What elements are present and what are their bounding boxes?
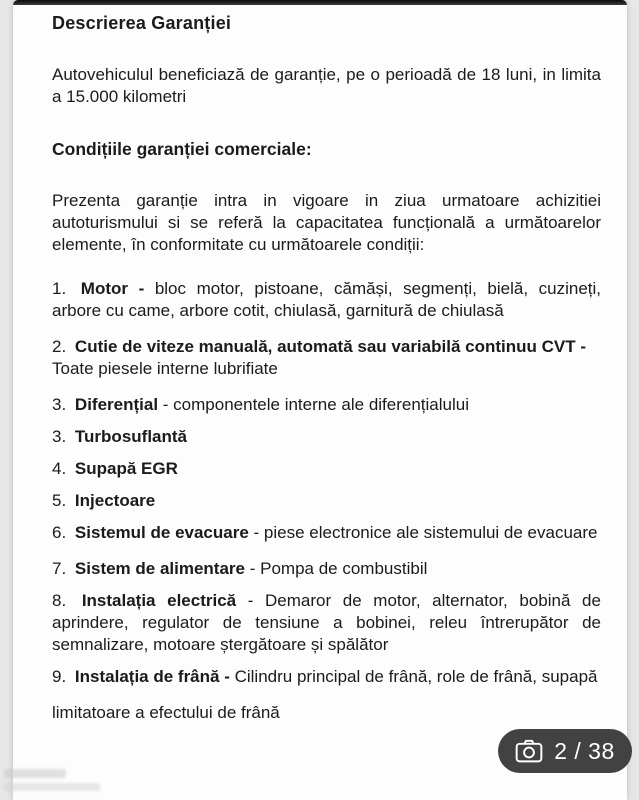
document-title: Descrierea Garanției bbox=[52, 13, 232, 33]
item-number: 3. bbox=[52, 427, 67, 446]
list-item-supapa-egr bbox=[52, 458, 601, 480]
item-term: Cutie de viteze manuală, automată sau variabilă continuu CVT - bbox=[74, 337, 586, 356]
item-description: bloc motor, pistoane, cămăși, segmenți, bielă, cuzineți, arbore cu came, arbore cotit, chiulasă, garnitură de chiulasă bbox=[52, 279, 602, 320]
list-item-injectoare bbox=[52, 490, 601, 512]
item-term: Instalația de frână - bbox=[74, 667, 230, 686]
list-item-sistem-evacuare bbox=[52, 522, 601, 544]
document-page bbox=[13, 0, 627, 800]
list-item-turbosuflanta bbox=[52, 426, 601, 448]
item-term: Injectoare bbox=[74, 491, 156, 510]
item-number: 6. bbox=[52, 523, 67, 542]
item-number: 5. bbox=[52, 491, 67, 510]
item-number: 2. bbox=[52, 337, 67, 356]
item-term: Diferențial bbox=[74, 395, 159, 414]
item-term: Sistem de alimentare bbox=[74, 559, 245, 578]
item-term: Sistemul de evacuare bbox=[74, 523, 249, 542]
item-description: - componentele interne ale diferențialului bbox=[162, 395, 469, 414]
list-item-diferential bbox=[52, 394, 601, 416]
item-number: 8. bbox=[52, 591, 67, 610]
item-term: Instalația electrică bbox=[81, 591, 237, 610]
item-term: Motor - bbox=[80, 279, 145, 298]
list-item-motor bbox=[52, 278, 601, 322]
list-item-instalatia-frana bbox=[52, 666, 601, 688]
item-description: - Demaror de motor, alternator, bobină de aprindere, regulator de tensiune a bobinei, releu întrerupător de semnalizare, motoare ștergătoare și spălător bbox=[52, 591, 601, 654]
item-number: 7. bbox=[52, 559, 67, 578]
item-description: Cilindru principal de frână, role de frână, supapă bbox=[234, 667, 598, 686]
item-description: Toate piesele interne lubrifiate bbox=[52, 359, 278, 378]
item-number: 9. bbox=[52, 667, 67, 686]
conditions-paragraph: Prezenta garanție intra in vigoare in ziua urmatoare achizitiei autoturismului si se referă la capacitatea funcțională a următoarelor elemente, în conformitate cu următoarele condiții: bbox=[52, 191, 601, 254]
item-number: 3. bbox=[52, 395, 67, 414]
intro-paragraph: Autovehiculul beneficiază de garanție, pe o perioadă de 18 luni, in limita a 15.000 kilometri bbox=[52, 65, 601, 106]
section-subtitle: Condițiile garanției comerciale: bbox=[52, 139, 312, 159]
item-term: Turbosuflantă bbox=[74, 427, 187, 446]
list-item-sistem-alimentare bbox=[52, 558, 601, 580]
document-content bbox=[13, 5, 627, 724]
list-item-instalatia-electrica bbox=[52, 590, 601, 656]
photo-counter-badge[interactable] bbox=[498, 729, 632, 773]
item-term: Supapă EGR bbox=[74, 459, 178, 478]
item-description: - piese electronice ale sistemului de evacuare bbox=[253, 523, 598, 542]
item-number: 4. bbox=[52, 459, 67, 478]
camera-icon bbox=[515, 739, 543, 763]
item-description: - Pompa de combustibil bbox=[249, 559, 428, 578]
photo-counter: 2 / 38 bbox=[554, 737, 615, 764]
item-number: 1. bbox=[52, 279, 67, 298]
footer-line: limitatoare a efectului de frână bbox=[52, 703, 280, 722]
list-item-cutie-viteze bbox=[52, 336, 601, 380]
